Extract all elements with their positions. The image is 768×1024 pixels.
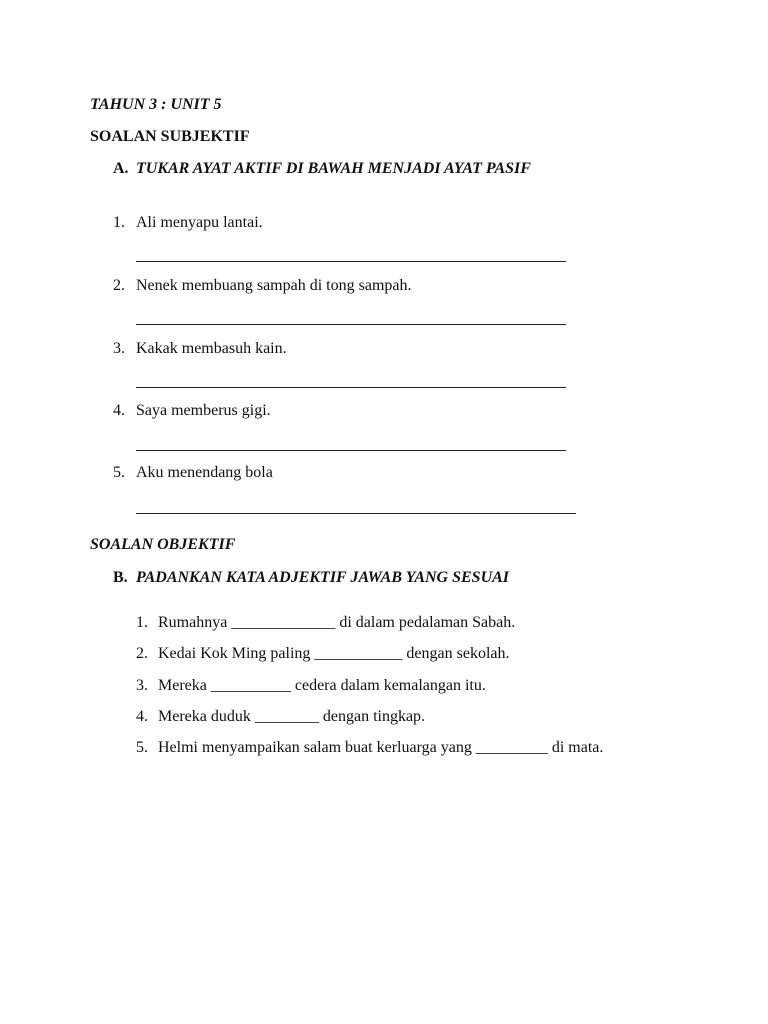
section-b-item-2-text: Kedai Kok Ming paling ___________ dengan sekolah.	[158, 645, 510, 662]
section-a-item-5-answer-line[interactable]	[136, 513, 576, 514]
page-title: TAHUN 3 : UNIT 5	[90, 96, 222, 113]
section-b-item-2-number: 2.	[136, 645, 148, 662]
section-a-item-3-number: 3.	[113, 340, 125, 357]
subjective-heading: SOALAN SUBJEKTIF	[90, 128, 250, 145]
objective-heading: SOALAN OBJEKTIF	[90, 536, 236, 553]
section-a-item-4-answer-line[interactable]	[136, 450, 566, 451]
section-a-item-3-text: Kakak membasuh kain.	[136, 340, 287, 357]
section-a-item-2-answer-line[interactable]	[136, 324, 566, 325]
section-a-letter: A.	[113, 160, 129, 177]
section-a-instruction: TUKAR AYAT AKTIF DI BAWAH MENJADI AYAT PASIF	[136, 160, 531, 177]
section-b-letter: B.	[113, 569, 128, 586]
section-a-item-2-number: 2.	[113, 277, 125, 294]
section-b-instruction: PADANKAN KATA ADJEKTIF JAWAB YANG SESUAI	[136, 569, 510, 586]
section-a-item-4-text: Saya memberus gigi.	[136, 402, 271, 419]
section-a-item-5-number: 5.	[113, 464, 125, 481]
section-b-item-4-number: 4.	[136, 708, 148, 725]
section-a-item-3-answer-line[interactable]	[136, 387, 566, 388]
section-a-item-1-number: 1.	[113, 214, 125, 231]
section-b-item-3-text: Mereka __________ cedera dalam kemalangan itu.	[158, 677, 486, 694]
section-a-item-1-answer-line[interactable]	[136, 261, 566, 262]
section-b-item-5-number: 5.	[136, 739, 148, 756]
section-a-item-1-text: Ali menyapu lantai.	[136, 214, 263, 231]
section-b-item-1-text: Rumahnya _____________ di dalam pedalaman Sabah.	[158, 614, 516, 631]
section-b-item-4-text: Mereka duduk ________ dengan tingkap.	[158, 708, 426, 725]
section-a-item-2-text: Nenek membuang sampah di tong sampah.	[136, 277, 412, 294]
section-b-item-5-text: Helmi menyampaikan salam buat kerluarga yang _________ di mata.	[158, 739, 604, 756]
section-a-item-4-number: 4.	[113, 402, 125, 419]
section-a-item-5-text: Aku menendang bola	[136, 464, 273, 481]
section-b-item-1-number: 1.	[136, 614, 148, 631]
section-b-item-3-number: 3.	[136, 677, 148, 694]
